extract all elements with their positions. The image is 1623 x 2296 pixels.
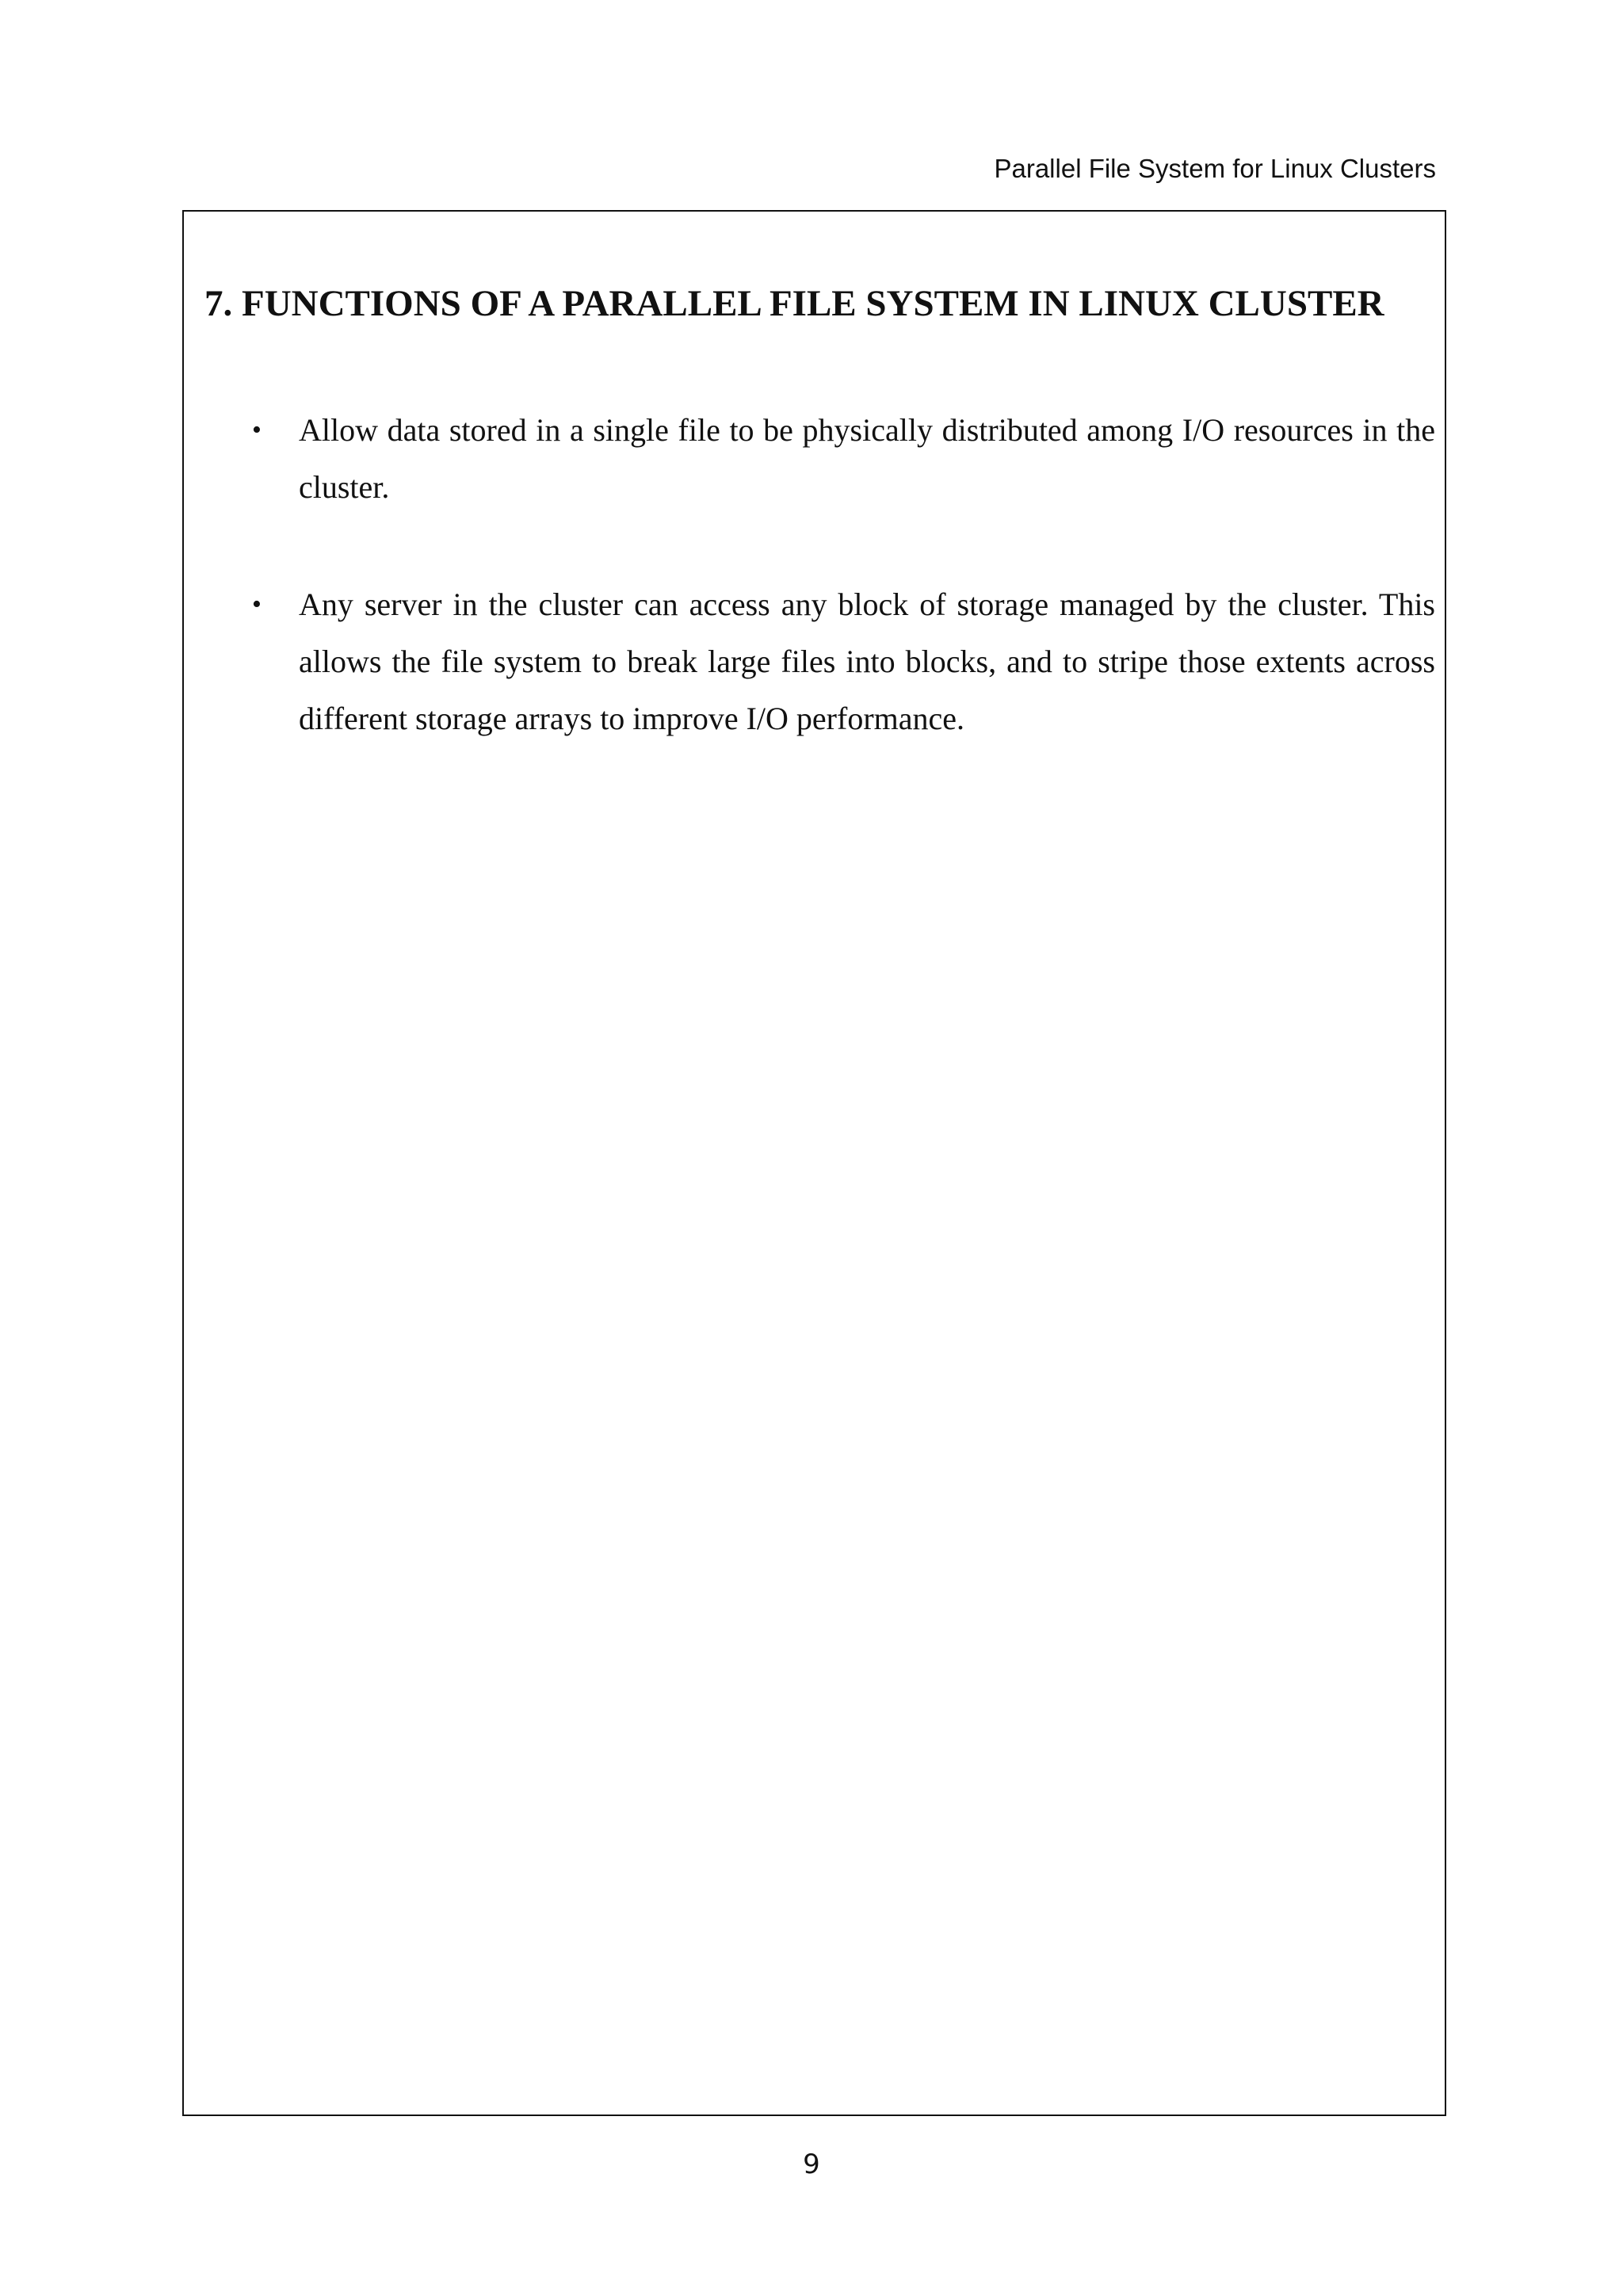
bullet-icon: • bbox=[252, 590, 262, 619]
list-item bbox=[184, 576, 1435, 747]
bullet-icon: • bbox=[252, 415, 262, 445]
running-header: Parallel File System for Linux Clusters bbox=[994, 154, 1436, 183]
bullet-list bbox=[184, 402, 1448, 808]
page-number: 9 bbox=[803, 2149, 820, 2180]
list-item-text: Allow data stored in a single file to be physically distributed among I/O resources in the cluster. bbox=[299, 412, 1435, 505]
list-item bbox=[184, 402, 1435, 516]
page-border-frame bbox=[182, 210, 1446, 2116]
section-heading: 7. FUNCTIONS OF A PARALLEL FILE SYSTEM IN LINUX CLUSTER bbox=[204, 283, 1384, 324]
list-item-text: Any server in the cluster can access any block of storage managed by the cluster. This allows the file system to break large files into blocks, and to stripe those extents across different storage arrays to improve I/O performance. bbox=[299, 586, 1435, 736]
